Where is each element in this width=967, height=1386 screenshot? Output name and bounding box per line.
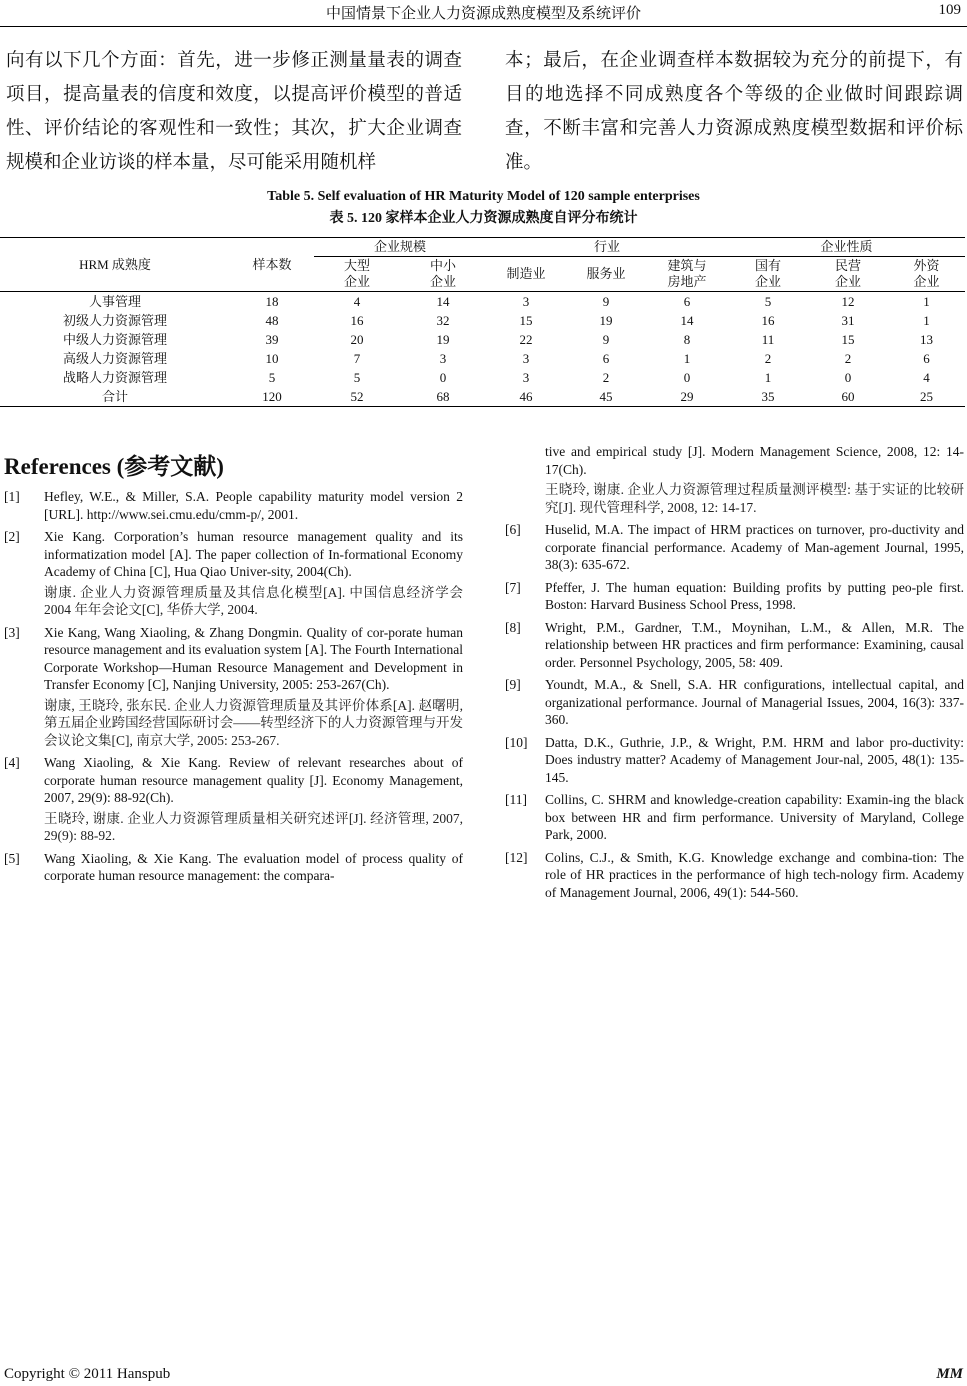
reference-text: Wang Xiaoling, & Xie Kang. Review of relevant researches about of corporate human resource management quality [J]. Economy Management, 2007, 29(9): 88-92(Ch). (44, 755, 463, 805)
references-left-column (4, 488, 463, 890)
table-cell: 1 (683, 350, 691, 366)
intro-paragraph-left: 向有以下几个方面：首先，进一步修正测量量表的调查项目，提高量表的信度和效度，以提高评价模型的普适性、评价结论的客观性和一致性；其次，扩大企业调查规模和企业访谈的样本量，尽可能采用随机样 (6, 51, 462, 173)
table-cell: 5 (268, 369, 276, 385)
header-construction: 建筑与 房地产 (646, 257, 728, 292)
table-cell: 8 (683, 331, 691, 347)
reference-entry (505, 521, 964, 574)
reference-text: Colins, C.J., & Smith, K.G. Knowledge exchange and combina-tion: The role of HR practices in the performance of high tech-nology firm. Academy of Management Journal, 2006, 49(1): 544-560. (545, 849, 964, 900)
reference-entry (505, 849, 964, 902)
row-label-cell: 中级人力资源管理 (62, 331, 167, 347)
table-row (0, 311, 965, 330)
table-cell: 2 (764, 350, 772, 366)
header-group-size: 企业规模 (314, 238, 486, 257)
table-cell: 22 (519, 331, 533, 347)
reference-text: Pfeffer, J. The human equation: Building profits by putting peo-ple first. Boston: Harvard Business School Press, 1998. (545, 579, 964, 612)
table-cell: 1 (923, 312, 930, 328)
row-label-cell: 初级人力资源管理 (62, 312, 167, 328)
header-large: 大型 企业 (314, 257, 400, 292)
references-right-column (505, 443, 964, 906)
row-label-cell: 人事管理 (88, 293, 141, 309)
table-cell: 13 (920, 331, 933, 347)
reference-text: Xie Kang, Wang Xiaoling, & Zhang Dongmin. Quality of cor-porate human resource management and its evaluation system [A]. The Fourth International Corporate Workshop—Human Resource Management and Development in Transfer Economy [C], Nanjing University, 2005: 253-267(Ch). (44, 624, 463, 692)
table-cell: 46 (486, 387, 566, 407)
table-cell: 6 (602, 350, 610, 366)
reference-number: [1] (4, 489, 20, 504)
table-cell: 11 (761, 331, 775, 347)
reference-5-continuation: tive and empirical study [J]. Modern Management Science, 2008, 12: 14-17(Ch). 王晓玲, 谢康. 企业人力资源管理过程质量测评模型: 基于实证的比较研究[J]. 现代管理科学, 2008, 12: 14-17. (545, 444, 964, 515)
table-row (0, 330, 965, 349)
reference-number: [2] (4, 529, 20, 544)
table-cell: 15 (841, 331, 855, 347)
table-cell: 3 (522, 293, 530, 309)
running-title: 中国情景下企业人力资源成熟度模型及系统评价 (325, 6, 641, 22)
table-cell: 16 (761, 312, 775, 328)
table-cell: 16 (350, 312, 364, 328)
reference-entry (505, 619, 964, 672)
table-cell: 6 (683, 293, 691, 309)
reference-entry (4, 850, 463, 885)
table-cell: 45 (566, 387, 646, 407)
table-cell: 0 (844, 369, 852, 385)
table-cell: 35 (728, 387, 808, 407)
table-cell: 19 (599, 312, 613, 328)
table-cell: 4 (353, 293, 361, 309)
table-cell: 39 (265, 331, 279, 347)
reference-number: [8] (505, 619, 521, 635)
header-hrm-maturity: HRM 成熟度 (0, 238, 230, 292)
reference-entry (505, 579, 964, 614)
header-manufacturing: 制造业 (486, 257, 566, 292)
table-cell: 60 (808, 387, 888, 407)
table-cell: 25 (888, 387, 965, 407)
references-right-list (505, 521, 964, 901)
table-cell: 48 (265, 312, 279, 328)
table-cell: 3 (522, 350, 530, 366)
table-row (0, 387, 965, 407)
reference-text: Xie Kang. Corporation’s human resource management quality and its informatization model [A]. The paper collection of In-formational Economy Academy of China [C], Hua Qiao Univer-sity, 2004(Ch). (44, 529, 463, 579)
table-cell: 10 (265, 350, 279, 366)
table-caption-en: Table 5. Self evaluation of HR Maturity Model of 120 sample enterprises (267, 189, 700, 204)
reference-number: [4] (4, 755, 20, 770)
reference-text-zh: 王晓玲, 谢康. 企业人力资源管理质量相关研究述评[J]. 经济管理, 2007, 29(9): 88-92. (44, 810, 463, 843)
reference-text: Datta, D.K., Guthrie, J.P., & Wright, P.M. HRM and labor pro-ductivity: Does industry matter? Academy of Management Jour-nal, 2005, 48(1): 135-145. (545, 734, 964, 785)
reference-entry (4, 624, 463, 750)
table-cell: 4 (923, 369, 930, 385)
reference-number: [12] (505, 849, 528, 865)
header-group-nature: 企业性质 (728, 238, 965, 257)
reference-number: [3] (4, 624, 20, 640)
header-sample-count: 样本数 (230, 238, 314, 292)
page-number: 109 (938, 2, 961, 18)
table-body (0, 292, 965, 407)
table-cell: 5 (764, 293, 772, 309)
table-cell: 0 (439, 369, 447, 385)
table-cell: 5 (353, 369, 361, 385)
table-cell: 12 (841, 293, 855, 309)
references-heading: References (参考文献) (4, 454, 224, 479)
reference-entry (4, 488, 463, 523)
table-cell: 15 (519, 312, 533, 328)
header-service: 服务业 (566, 257, 646, 292)
intro-paragraph-right: 本；最后，在企业调查样本数据较为充分的前提下，有目的地选择不同成熟度各个等级的企业做时间跟踪调查，不断丰富和完善人力资源成熟度模型数据和评价标准。 (505, 51, 963, 173)
reference-number: [9] (505, 677, 521, 692)
table-cell: 20 (350, 331, 364, 347)
reference-number: [5] (4, 850, 20, 866)
table-cell: 7 (353, 350, 361, 366)
reference-number: [11] (505, 792, 527, 807)
table-cell: 31 (841, 312, 855, 328)
row-label-cell: 战略人力资源管理 (62, 369, 167, 385)
table-row (0, 368, 965, 387)
reference-text: Wang Xiaoling, & Xie Kang. The evaluation model of process quality of corporate human resource management: the compara- (44, 850, 463, 883)
table-cell: 9 (602, 331, 610, 347)
table-cell: 68 (400, 387, 486, 407)
table-cell: 1 (764, 369, 772, 385)
table-cell: 14 (436, 293, 450, 309)
reference-text: Youndt, M.A., & Snell, S.A. HR configurations, intellectual capital, and organizational performance. Journal of Managerial Issues, 2004, 16(3): 337-360. (545, 677, 964, 727)
table-cell: 19 (436, 331, 450, 347)
header-foreign: 外资 企业 (888, 257, 965, 292)
copyright-notice: Copyright © 2011 Hanspub (4, 1366, 171, 1382)
table-row (0, 292, 965, 312)
reference-entry (4, 528, 463, 619)
table-cell: 32 (436, 312, 450, 328)
reference-text-zh: 谢康, 王晓玲, 张东民. 企业人力资源管理质量及其评价体系[A]. 赵曙明, 第五届企业跨国经营国际研讨会——转型经济下的人力资源管理与开发会议论文集[C], 南京大学, 2005: 253-267. (44, 697, 463, 748)
header-state-owned: 国有 企业 (728, 257, 808, 292)
table-row (0, 349, 965, 368)
reference-entry (4, 754, 463, 845)
reference-entry (505, 676, 964, 729)
journal-abbreviation: MM (936, 1366, 963, 1382)
table-cell: 6 (923, 350, 930, 366)
table-cell: 14 (680, 312, 694, 328)
table-cell: 29 (646, 387, 728, 407)
table-cell: 0 (683, 369, 691, 385)
header-private: 民营 企业 (808, 257, 888, 292)
row-label-cell: 高级人力资源管理 (62, 350, 167, 366)
reference-number: [6] (505, 522, 521, 537)
table-cell: 3 (439, 350, 447, 366)
table-caption-zh: 表 5. 120 家样本企业人力资源成熟度自评分布统计 (329, 211, 638, 226)
maturity-distribution-table (0, 237, 965, 407)
table-cell: 2 (602, 369, 610, 385)
table-cell: 9 (602, 293, 610, 309)
row-label-cell: 合计 (0, 387, 230, 407)
table-cell: 18 (265, 293, 279, 309)
page-header (0, 0, 967, 27)
reference-entry (505, 791, 964, 844)
reference-text: Collins, C. SHRM and knowledge-creation capability: Examin-ing the black box between HR and firm performance. University of Maryland, College Park, 2000. (545, 792, 964, 842)
reference-entry (505, 734, 964, 787)
reference-text-zh: 谢康. 企业人力资源管理质量及其信息化模型[A]. 中国信息经济学会 2004 年年会论文[C], 华侨大学, 2004. (44, 584, 463, 617)
table-cell: 2 (844, 350, 852, 366)
table-cell: 120 (230, 387, 314, 407)
header-group-industry: 行业 (486, 238, 728, 257)
reference-text: Wright, P.M., Gardner, T.M., Moynihan, L.M., & Allen, M.R. The relationship between HR practices and firm performance: Examining, causal order. Personnel Psychology, 2005, 58: 409. (545, 619, 964, 670)
table-cell: 1 (923, 293, 930, 309)
table-cell: 52 (314, 387, 400, 407)
table-cell: 3 (522, 369, 530, 385)
reference-number: [10] (505, 734, 528, 750)
reference-text: Huselid, M.A. The impact of HRM practices on turnover, pro-ductivity and corporate financial performance. Academy of Man-agement Journal, 1995, 38(3): 635-672. (545, 522, 964, 572)
reference-text: Hefley, W.E., & Miller, S.A. People capability maturity model version 2 [URL]. http://www.sei.cmu.edu/cmm-p/, 2001. (44, 489, 463, 522)
header-small: 中小 企业 (400, 257, 486, 292)
reference-number: [7] (505, 579, 521, 595)
